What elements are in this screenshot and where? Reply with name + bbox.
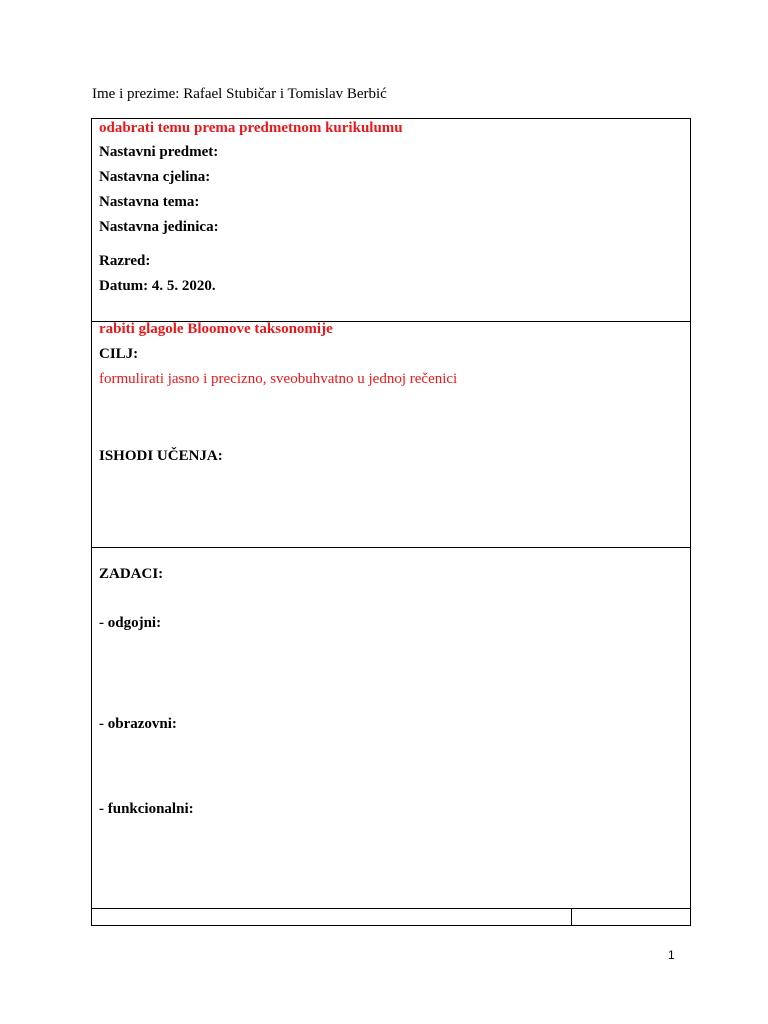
cilj-label: CILJ: [99, 346, 139, 362]
razred-label: Razred: [99, 253, 151, 269]
author-line: Ime i prezime: Rafael Stubičar i Tomislav Berbić [92, 86, 387, 102]
row-divider [92, 547, 690, 548]
datum-label: Datum: 4. 5. 2020. [99, 278, 216, 294]
funkcionalni-label: - funkcionalni: [99, 801, 194, 817]
zadaci-label: ZADACI: [99, 566, 164, 582]
row-divider [92, 908, 690, 909]
nastavna-cjelina-label: Nastavna cjelina: [99, 169, 211, 185]
cilj-hint: formulirati jasno i precizno, sveobuhvatno u jednoj rečenici [99, 371, 458, 387]
obrazovni-label: - obrazovni: [99, 716, 177, 732]
nastavna-jedinica-label: Nastavna jedinica: [99, 219, 219, 235]
page-number: 1 [668, 948, 675, 962]
column-divider [571, 908, 572, 926]
ishodi-ucenja-label: ISHODI UČENJA: [99, 448, 223, 464]
odgojni-label: - odgojni: [99, 615, 162, 631]
topic-hint: odabrati temu prema predmetnom kurikulumu [99, 120, 403, 136]
nastavni-predmet-label: Nastavni predmet: [99, 144, 219, 160]
nastavna-tema-label: Nastavna tema: [99, 194, 200, 210]
bloom-hint: rabiti glagole Bloomove taksonomije [99, 321, 333, 337]
lesson-plan-table [91, 118, 691, 926]
